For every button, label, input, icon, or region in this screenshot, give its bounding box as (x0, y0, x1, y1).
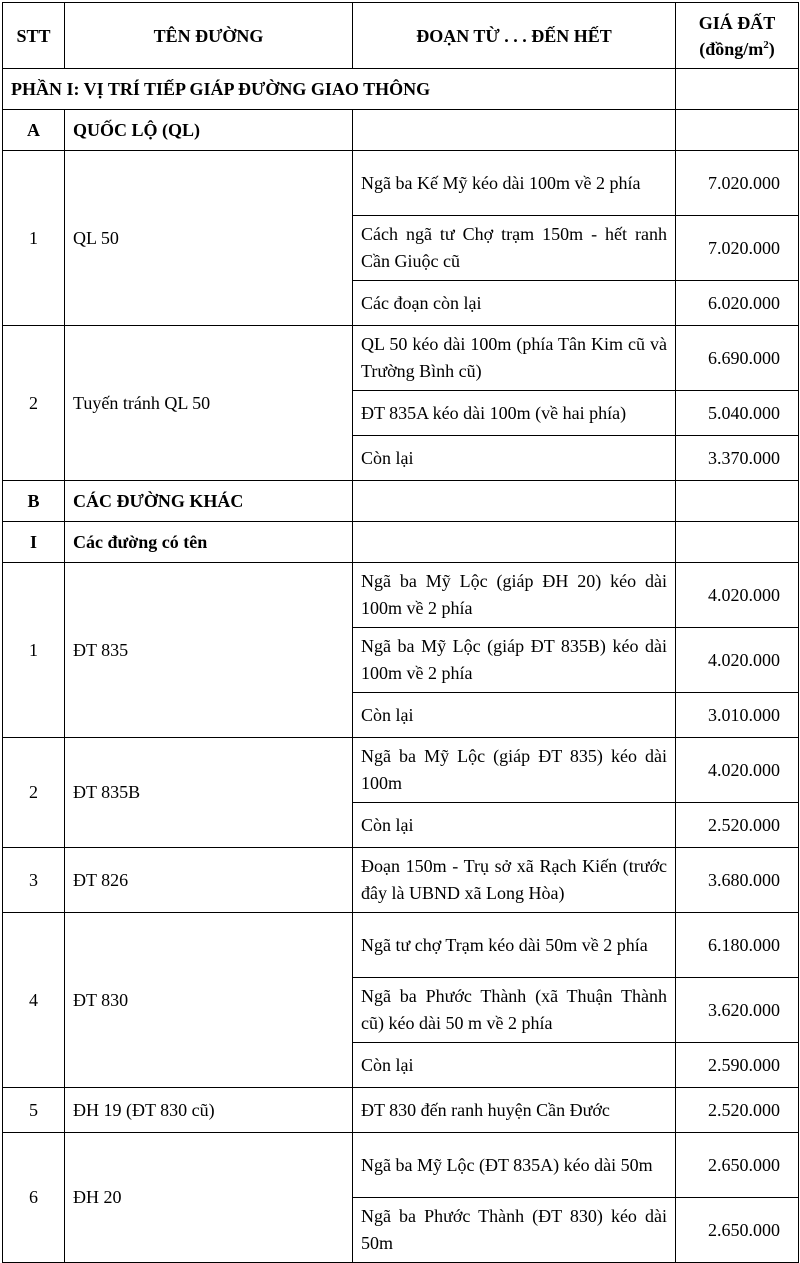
road-name: ĐT 835B (65, 738, 353, 848)
price-cell: 2.650.000 (676, 1198, 799, 1263)
price-cell: 2.520.000 (676, 1088, 799, 1133)
price-cell: 7.020.000 (676, 151, 799, 216)
segment-cell: Cách ngã tư Chợ trạm 150m - hết ranh Cần Giuộc cũ (353, 216, 676, 281)
part-row (3, 69, 799, 110)
header-gia-dat (676, 3, 799, 69)
segment-cell: Đoạn 150m - Trụ sở xã Rạch Kiến (trước đây là UBND xã Long Hòa) (353, 848, 676, 913)
price-cell: 4.020.000 (676, 563, 799, 628)
segment-cell: Ngã ba Mỹ Lộc (giáp ĐH 20) kéo dài 100m về 2 phía (353, 563, 676, 628)
empty-cell (676, 522, 799, 563)
section-stt: B (3, 481, 65, 522)
road-name: ĐT 835 (65, 563, 353, 738)
table-row (3, 738, 799, 803)
price-cell: 4.020.000 (676, 628, 799, 693)
segment-cell: QL 50 kéo dài 100m (phía Tân Kim cũ và Trường Bình cũ) (353, 326, 676, 391)
section-row (3, 522, 799, 563)
section-stt: I (3, 522, 65, 563)
part-title: PHẦN I: VỊ TRÍ TIẾP GIÁP ĐƯỜNG GIAO THÔNG (3, 69, 676, 110)
section-stt: A (3, 110, 65, 151)
header-doan: ĐOẠN TỪ . . . ĐẾN HẾT (353, 3, 676, 69)
header-gia-close: ) (768, 38, 775, 59)
table-row (3, 151, 799, 216)
segment-cell: Còn lại (353, 1043, 676, 1088)
road-name: ĐT 830 (65, 913, 353, 1088)
row-stt: 4 (3, 913, 65, 1088)
segment-cell: Các đoạn còn lại (353, 281, 676, 326)
segment-cell: Ngã ba Phước Thành (xã Thuận Thành cũ) kéo dài 50 m về 2 phía (353, 978, 676, 1043)
segment-cell: Ngã ba Mỹ Lộc (giáp ĐT 835) kéo dài 100m (353, 738, 676, 803)
segment-cell: ĐT 835A kéo dài 100m (về hai phía) (353, 391, 676, 436)
road-name: Tuyến tránh QL 50 (65, 326, 353, 481)
section-title: CÁC ĐƯỜNG KHÁC (65, 481, 353, 522)
header-stt: STT (3, 3, 65, 69)
header-gia-line1: GIÁ ĐẤT (698, 12, 776, 33)
segment-cell: Ngã ba Mỹ Lộc (giáp ĐT 835B) kéo dài 100m về 2 phía (353, 628, 676, 693)
segment-cell: ĐT 830 đến ranh huyện Cần Đước (353, 1088, 676, 1133)
row-stt: 2 (3, 326, 65, 481)
header-ten-duong: TÊN ĐƯỜNG (65, 3, 353, 69)
table-row (3, 326, 799, 391)
section-title: Các đường có tên (65, 522, 353, 563)
price-cell: 6.180.000 (676, 913, 799, 978)
section-title: QUỐC LỘ (QL) (65, 110, 353, 151)
road-name: ĐH 19 (ĐT 830 cũ) (65, 1088, 353, 1133)
header-gia-sup: 2 (763, 38, 769, 51)
segment-cell: Ngã tư chợ Trạm kéo dài 50m về 2 phía (353, 913, 676, 978)
road-name: ĐT 826 (65, 848, 353, 913)
header-row (3, 3, 799, 69)
segment-cell: Ngã ba Kế Mỹ kéo dài 100m về 2 phía (353, 151, 676, 216)
price-cell: 2.520.000 (676, 803, 799, 848)
price-cell: 7.020.000 (676, 216, 799, 281)
price-cell: 3.010.000 (676, 693, 799, 738)
empty-cell (353, 110, 676, 151)
price-cell: 3.620.000 (676, 978, 799, 1043)
segment-cell: Ngã ba Mỹ Lộc (ĐT 835A) kéo dài 50m (353, 1133, 676, 1198)
row-stt: 5 (3, 1088, 65, 1133)
segment-cell: Còn lại (353, 803, 676, 848)
table-row (3, 913, 799, 978)
price-cell: 6.020.000 (676, 281, 799, 326)
table-row (3, 563, 799, 628)
land-price-table (2, 2, 799, 1263)
part-price-cell (676, 69, 799, 110)
empty-cell (676, 110, 799, 151)
price-cell: 6.690.000 (676, 326, 799, 391)
empty-cell (676, 481, 799, 522)
table-row (3, 1088, 799, 1133)
table-row (3, 1133, 799, 1198)
section-row (3, 481, 799, 522)
price-cell: 2.590.000 (676, 1043, 799, 1088)
segment-cell: Còn lại (353, 693, 676, 738)
empty-cell (353, 522, 676, 563)
segment-cell: Còn lại (353, 436, 676, 481)
price-cell: 5.040.000 (676, 391, 799, 436)
row-stt: 3 (3, 848, 65, 913)
price-cell: 3.370.000 (676, 436, 799, 481)
table-row (3, 848, 799, 913)
row-stt: 1 (3, 563, 65, 738)
segment-cell: Ngã ba Phước Thành (ĐT 830) kéo dài 50m (353, 1198, 676, 1263)
header-gia-line2: (đồng/m (699, 38, 764, 59)
price-cell: 2.650.000 (676, 1133, 799, 1198)
row-stt: 1 (3, 151, 65, 326)
empty-cell (353, 481, 676, 522)
row-stt: 6 (3, 1133, 65, 1263)
section-row (3, 110, 799, 151)
row-stt: 2 (3, 738, 65, 848)
price-cell: 3.680.000 (676, 848, 799, 913)
road-name: ĐH 20 (65, 1133, 353, 1263)
price-cell: 4.020.000 (676, 738, 799, 803)
road-name: QL 50 (65, 151, 353, 326)
